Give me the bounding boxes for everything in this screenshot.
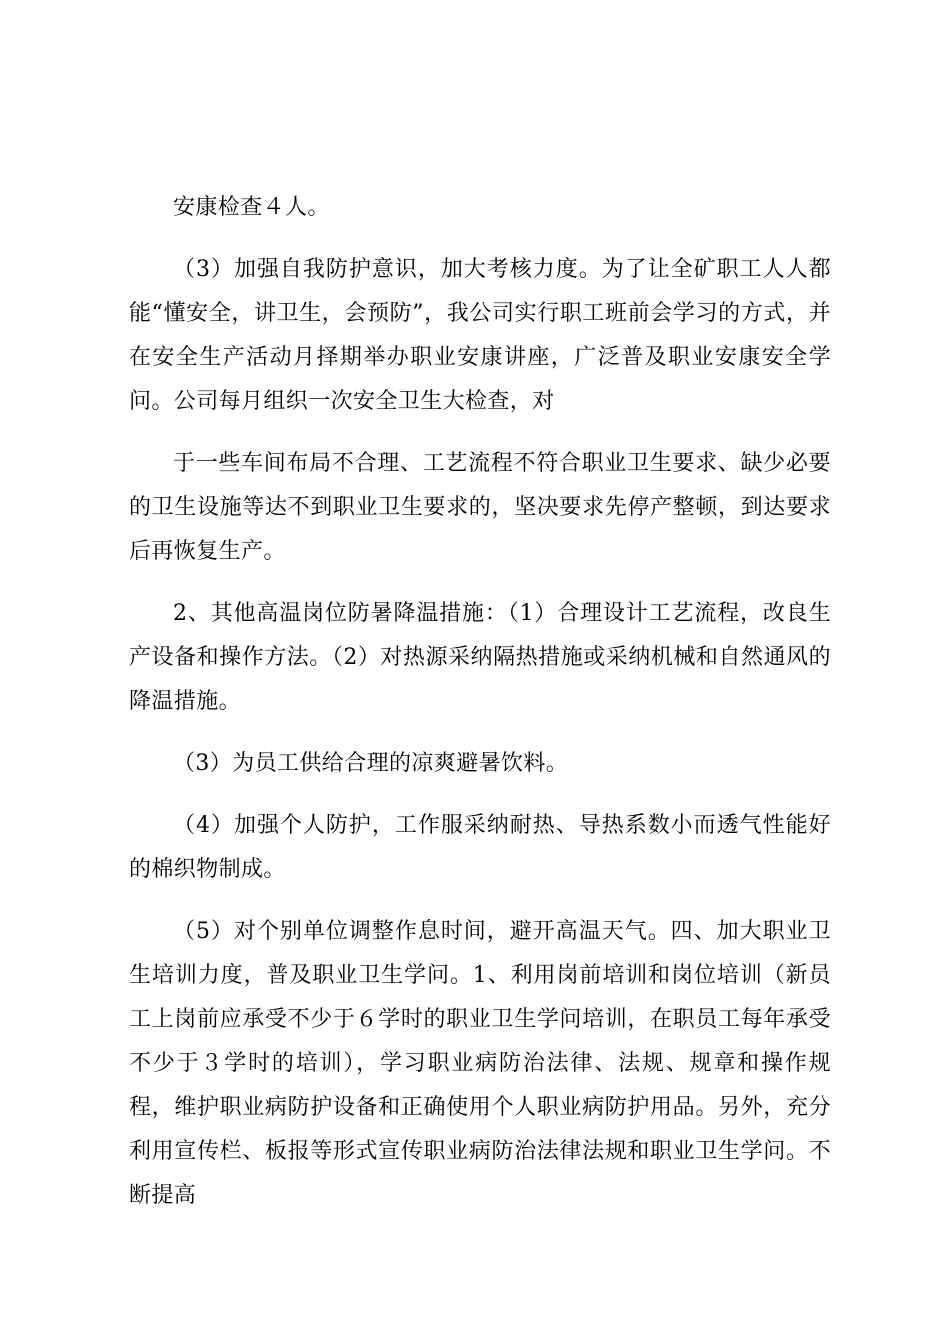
paragraph-5: （3）为员工供给合理的凉爽避暑饮料。 [173,751,569,776]
paragraph-1: 安康检查４人。 [173,195,330,220]
paragraph-4: 2、其他高温岗位防暑降温措施：（1）合理设计工艺流程，改良生产设备和操作方法。（2）对热源采纳隔热措施或采纳机械和自然通风的降温措施。 [129,601,831,714]
paragraph-7: （5）对个别单位调整作息时间，避开高温天气。四、加大职业卫生培训力度，普及职业卫生学问。1、利用岗前培训和岗位培训（新员工上岗前应承受不少于６学时的职业卫生学问培训，在职员工每年承受不少于３学时的培训），学习职业病防治法律、法规、规章和操作规程，维护职业病防护设备和正确使用个人职业病防护用品。另外，充分利用宣传栏、板报等形式宣传职业病防治法律法规和职业卫生学问。不断提高 [129,919,831,1208]
paragraph-3: 于一些车间布局不合理、工艺流程不符合职业卫生要求、缺少必要的卫生设施等达不到职业卫生要求的，坚决要求先停产整顿，到达要求后再恢复生产。 [129,451,831,564]
paragraph-2: （3）加强自我防护意识，加大考核力度。为了让全矿职工人人都能“懂安全，讲卫生，会预防”，我公司实行职工班前会学习的方式，并在安全生产活动月择期举办职业安康讲座，广泛普及职业安康安全学问。公司每月组织一次安全卫生大检查，对 [129,257,831,414]
paragraph-6: （4）加强个人防护，工作服采纳耐热、导热系数小而透气性能好的棉织物制成。 [129,813,831,882]
document-body [129,186,831,1236]
